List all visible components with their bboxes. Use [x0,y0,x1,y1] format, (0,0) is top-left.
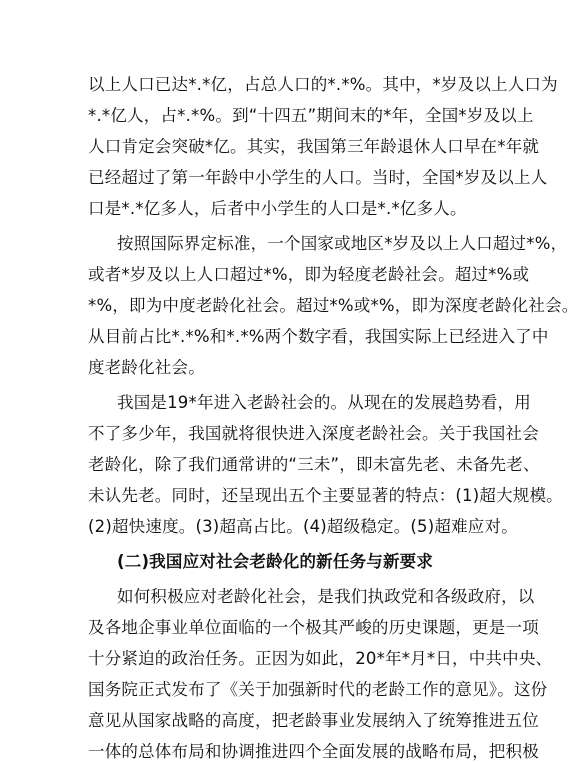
text-line: 按照国际界定标准，一个国家或地区*岁及以上人口超过*%， [117,234,568,253]
text-line: 度老龄化社会。 [88,358,205,377]
text-line: *.*亿人，占*.*%。到“十四五”期间末的*年，全国*岁及以上 [88,106,534,125]
section-heading: (二)我国应对社会老龄化的新任务与新要求 [117,552,434,571]
text-line: 国务院正式发布了《关于加强新时代的老龄工作的意见》。这份 [88,680,548,699]
text-line: 不了多少年，我国就将很快进入深度老龄社会。关于我国社会 [88,424,539,443]
text-line: 以上人口已达*.*亿，占总人口的*.*%。其中，*岁及以上人口为 [88,75,558,94]
text-line: 及各地企事业单位面临的一个极其严峻的历史课题，更是一项 [88,618,539,637]
text-line: *%，即为中度老龄化社会。超过*%或*%，即为深度老龄化社会。 [88,296,579,315]
text-line: 一体的总体布局和协调推进四个全面发展的战略布局，把积极 [88,742,539,761]
text-line: 口是*.*亿多人，后者中小学生的人口是*.*亿多人。 [88,199,467,218]
text-line: 人口肯定会突破*亿。其实，我国第三年龄退休人口早在*年就 [88,137,540,156]
text-line: 或者*岁及以上人口超过*%，即为轻度老龄社会。超过*%或 [88,265,530,284]
text-line: 从目前占比*.*%和*.*%两个数字看，我国实际上已经进入了中 [88,327,549,346]
text-line: (2)超快速度。(3)超高占比。(4)超级稳定。(5)超难应对。 [88,517,518,536]
text-line: 十分紧迫的政治任务。正因为如此，20*年*月*日，中共中央、 [88,649,553,668]
text-line: 未认先老。同时，还呈现出五个主要显著的特点：(1)超大规模。 [88,486,563,505]
text-line: 如何积极应对老龄化社会，是我们执政党和各级政府，以 [117,587,535,606]
text-line: 老龄化，除了我们通常讲的“三未”，即未富先老、未备先老、 [88,455,540,474]
text-line: 我国是19*年进入老龄社会的。从现在的发展趋势看，用 [117,393,531,412]
text-line: 已经超过了第一年龄中小学生的人口。当时，全国*岁及以上人 [88,168,548,187]
text-line: 意见从国家战略的高度，把老龄事业发展纳入了统筹推进五位 [88,711,539,730]
